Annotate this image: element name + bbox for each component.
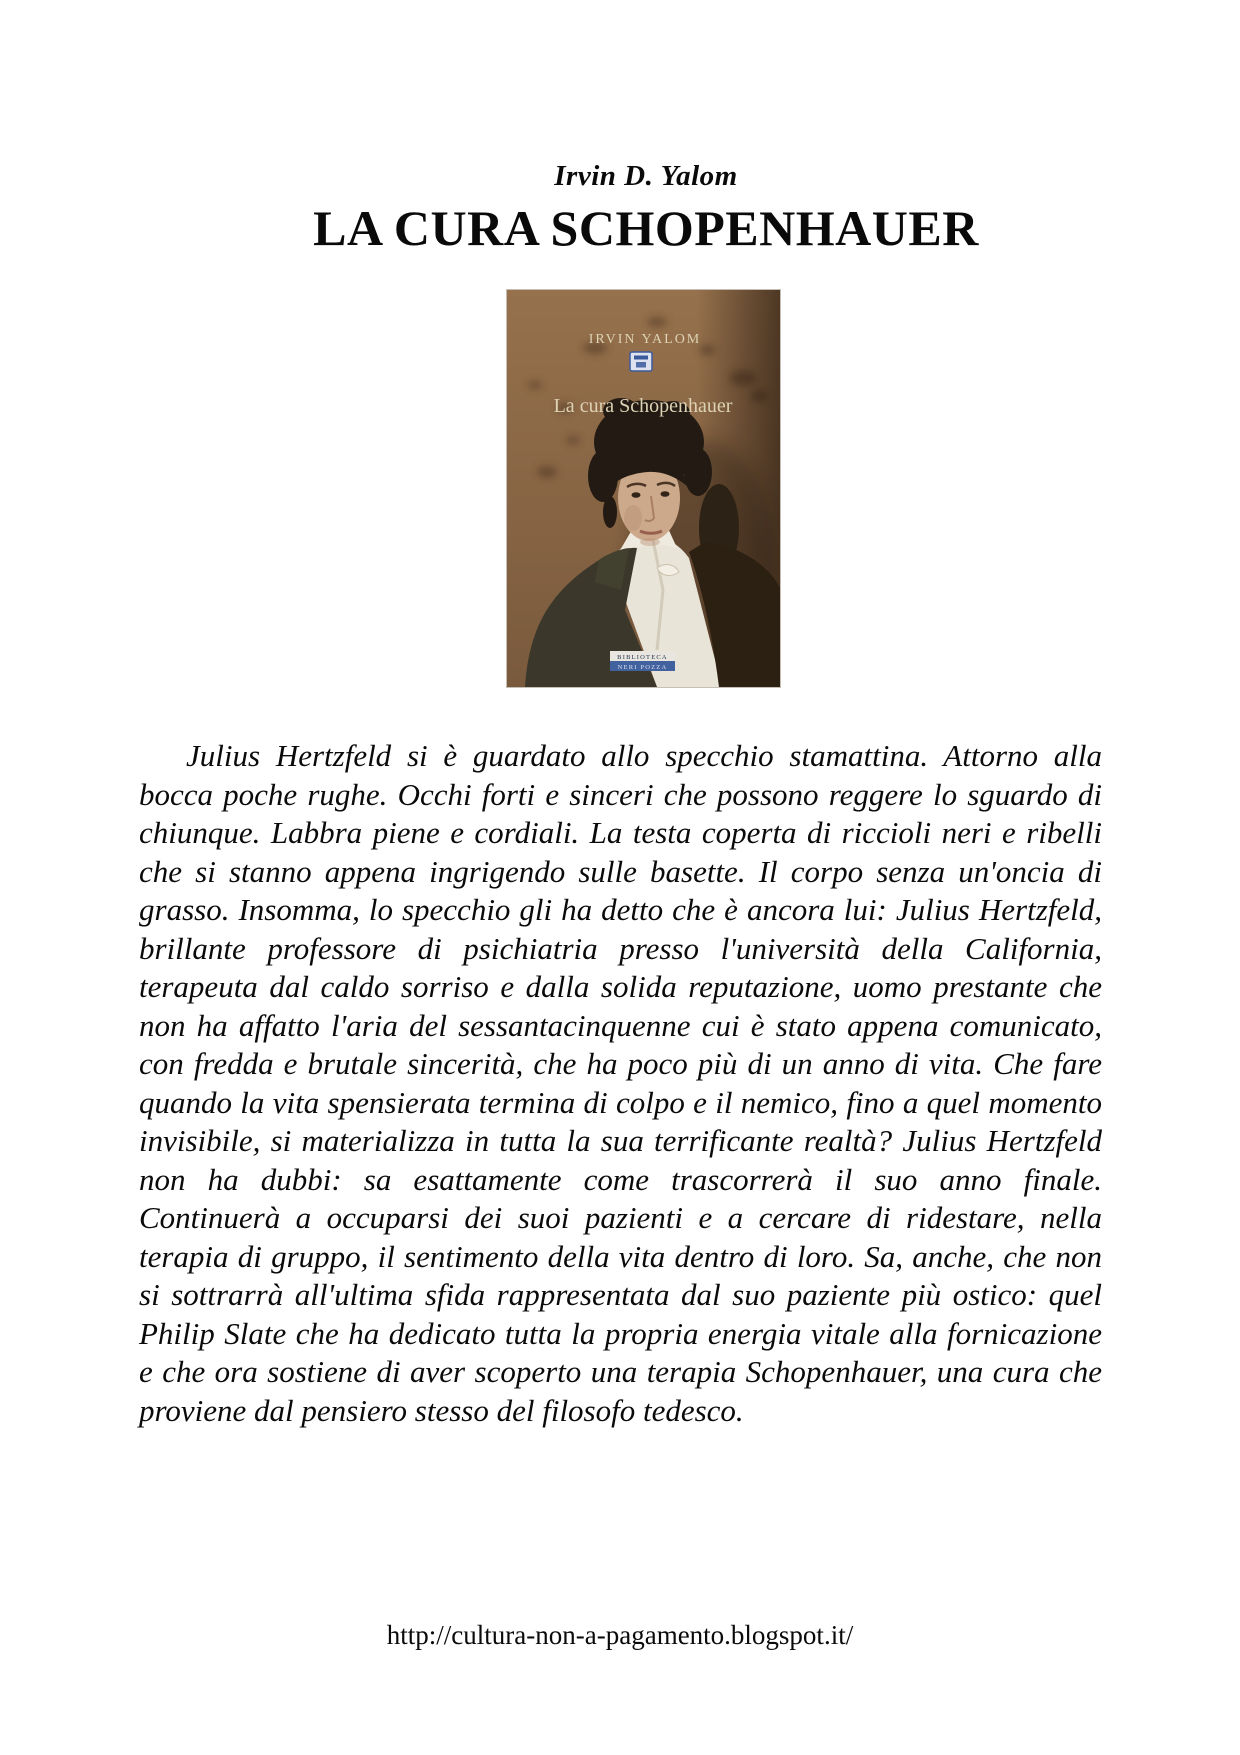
publisher-series-text: BIBLIOTECA bbox=[617, 654, 668, 661]
publisher-name-text: NERI POZZA bbox=[617, 664, 668, 671]
author-name: Irvin D. Yalom bbox=[554, 160, 738, 192]
publisher-logo-icon bbox=[630, 352, 652, 371]
page-title: LA CURA SCHOPENHAUER bbox=[313, 200, 979, 256]
cover-title-text: La cura Schopenhauer bbox=[553, 395, 733, 417]
synopsis-paragraph: Julius Hertzfeld si è guardato allo specchio stamattina. Attorno alla bocca poche rughe. Occhi forti e sinceri che possono reggere lo sguardo di chiunque. Labbra piene e cordiali. La testa coperta di riccioli neri e ribelli che si stanno appena ingrigendo sulle basette. Il corpo senza un'oncia di grasso. Insomma, lo specchio gli ha detto che è ancora lui: Julius Hertzfeld, brillante professore di psichiatria presso l'università della California, terapeuta dal caldo sorriso e dalla solida reputazione, uomo prestante che non ha affatto l'aria del sessantacinquenne cui è stato appena comunicato, con fredda e brutale sincerità, che ha poco più di un anno di vita. Che fare quando la vita spensierata termina di colpo e il nemico, fino a quel momento invisibile, si materializza in tutta la sua terrificante realtà? Julius Hertzfeld non ha dubbi: sa esattamente come trascorrerà il suo anno finale. Continuerà a occuparsi dei suoi pazienti e a cercare di ridestare, nella terapia di gruppo, il sentimento della vita dentro di loro. Sa, anche, che non si sottrarrà all'ultima sfida rappresentata dal suo paziente più ostico: quel Philip Slate che ha dedicato tutta la propria energia vitale alla fornicazione e che ora sostiene di aver scoperto una terapia Schopenhauer, una cura che proviene dal pensiero stesso del filosofo tedesco. bbox=[139, 738, 1102, 1428]
book-cover-image bbox=[507, 290, 780, 687]
publisher-label bbox=[610, 651, 675, 671]
footer-url-link[interactable]: http://cultura-non-a-pagamento.blogspot.it/ bbox=[386, 1620, 854, 1650]
cover-art bbox=[507, 290, 780, 687]
cover-author-text: IRVIN YALOM bbox=[588, 332, 702, 347]
